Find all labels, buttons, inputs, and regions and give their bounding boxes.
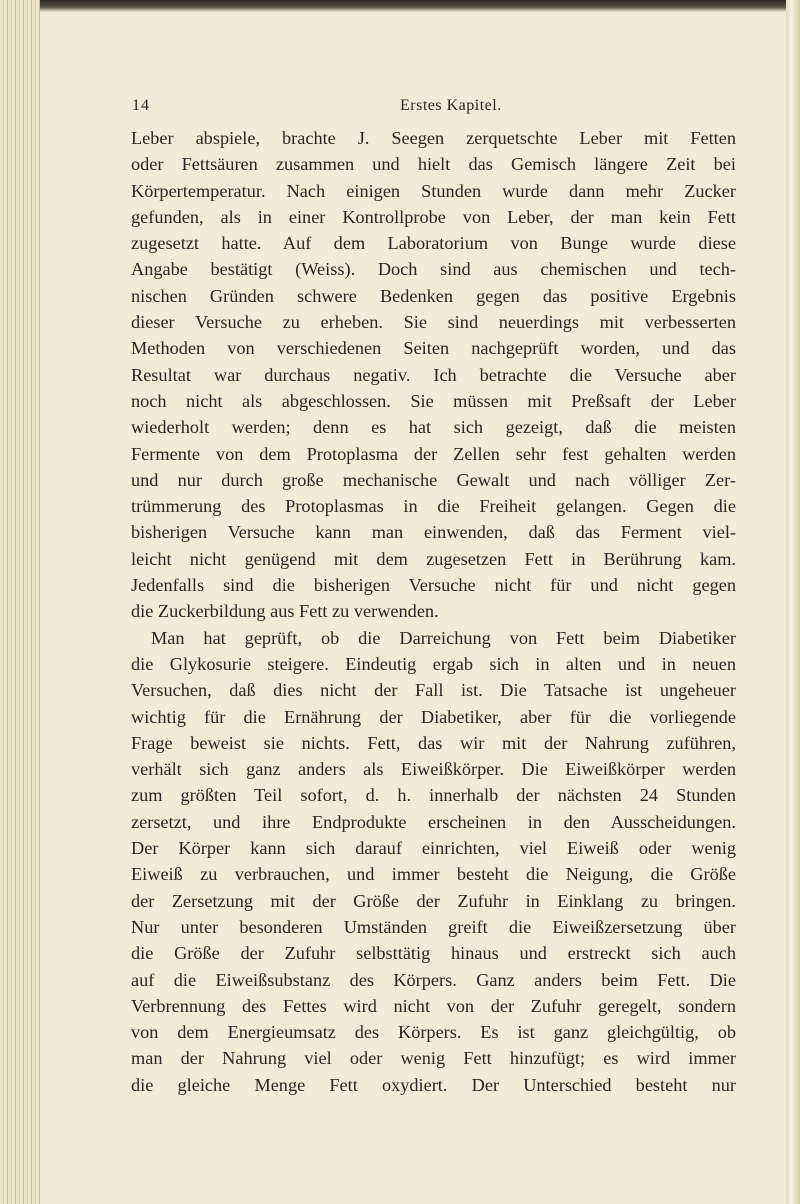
text-line: trümmerung des Protoplasmas in die Freiheit gelangen. Gegen die xyxy=(131,496,736,517)
text-line: Man hat geprüft, ob die Darreichung von Fett beim Diabetiker xyxy=(151,627,736,648)
text-line: wichtig für die Ernährung der Diabetiker, aber für die vorliegende xyxy=(131,706,736,727)
text-line: Methoden von verschiedenen Seiten nachgeprüft worden, und das xyxy=(131,338,736,359)
text-line: Resultat war durchaus negativ. Ich betrachte die Versuche aber xyxy=(131,364,736,385)
text-line: Eiweiß zu verbrauchen, und immer besteht die Neigung, die Größe xyxy=(131,864,736,885)
text-line: Verbrennung des Fettes wird nicht von der Zufuhr geregelt, sondern xyxy=(131,995,736,1016)
text-line: und nur durch große mechanische Gewalt und nach völliger Zer- xyxy=(131,469,736,490)
body-text xyxy=(131,125,736,1098)
text-line: die Glykosurie steigere. Eindeutig ergab sich in alten und in neuen xyxy=(131,653,736,674)
text-line: zugesetzt hatte. Auf dem Laboratorium von Bunge wurde diese xyxy=(131,233,736,254)
text-line: die Zuckerbildung aus Fett zu verwenden. xyxy=(131,601,439,622)
text-line: bisherigen Versuche kann man einwenden, daß das Ferment viel- xyxy=(131,522,736,543)
text-line: Leber abspiele, brachte J. Seegen zerquetschte Leber mit Fetten xyxy=(131,128,736,148)
text-line: Der Körper kann sich darauf einrichten, viel Eiweiß oder wenig xyxy=(131,838,736,859)
text-line: noch nicht als abgeschlossen. Sie müssen mit Preßsaft der Leber xyxy=(131,390,736,411)
paragraph-2 xyxy=(131,625,736,1098)
page-number: 14 xyxy=(132,97,150,114)
text-line: Jedenfalls sind die bisherigen Versuche nicht für und nicht gegen xyxy=(131,575,736,596)
text-line: leicht nicht genügend mit dem zugesetzen Fett in Berührung kam. xyxy=(131,548,736,569)
page-edge-right xyxy=(786,0,800,1204)
page-header xyxy=(132,97,712,123)
page-top-edge xyxy=(0,0,800,12)
text-line: auf die Eiweißsubstanz des Körpers. Ganz anders beim Fett. Die xyxy=(131,969,736,990)
text-line: gefunden, als in einer Kontrollprobe von Leber, der man kein Fett xyxy=(131,206,736,227)
text-line: nischen Gründen schwere Bedenken gegen das positive Ergebnis xyxy=(131,285,736,306)
text-line: verhält sich ganz anders als Eiweißkörper. Die Eiweißkörper werden xyxy=(131,759,736,780)
text-line: Körpertemperatur. Nach einigen Stunden wurde dann mehr Zucker xyxy=(131,180,736,201)
text-line: dieser Versuche zu erheben. Sie sind neuerdings mit verbesserten xyxy=(131,312,736,333)
text-line: zum größten Teil sofort, d. h. innerhalb der nächsten 24 Stunden xyxy=(131,785,736,806)
text-line: zersetzt, und ihre Endprodukte erscheinen in den Ausscheidungen. xyxy=(131,811,736,832)
running-head: Erstes Kapitel. xyxy=(400,97,502,114)
text-line: Nur unter besonderen Umständen greift die Eiweißzersetzung über xyxy=(131,916,736,937)
text-line: Frage beweist sie nichts. Fett, das wir mit der Nahrung zuführen, xyxy=(131,732,736,753)
text-line: Angabe bestätigt (Weiss). Doch sind aus chemischen und tech- xyxy=(131,259,736,280)
text-line: wiederholt werden; denn es hat sich gezeigt, daß die meisten xyxy=(131,417,736,438)
text-line: die Größe der Zufuhr selbsttätig hinaus und erstreckt sich auch xyxy=(131,943,736,964)
text-line: die gleiche Menge Fett oxydiert. Der Unterschied besteht nur xyxy=(131,1074,736,1095)
text-line: oder Fettsäuren zusammen und hielt das Gemisch längere Zeit bei xyxy=(131,154,736,175)
paragraph-1 xyxy=(131,125,736,625)
page-stack-edge-left xyxy=(0,0,40,1204)
text-line: der Zersetzung mit der Größe der Zufuhr in Einklang zu bringen. xyxy=(131,890,736,911)
text-line: Versuchen, daß dies nicht der Fall ist. Die Tatsache ist ungeheuer xyxy=(131,680,736,701)
text-line: Fermente von dem Protoplasma der Zellen sehr fest gehalten werden xyxy=(131,443,736,464)
text-line: man der Nahrung viel oder wenig Fett hinzufügt; es wird immer xyxy=(131,1048,736,1069)
text-line: von dem Energieumsatz des Körpers. Es ist ganz gleichgültig, ob xyxy=(131,1022,736,1043)
